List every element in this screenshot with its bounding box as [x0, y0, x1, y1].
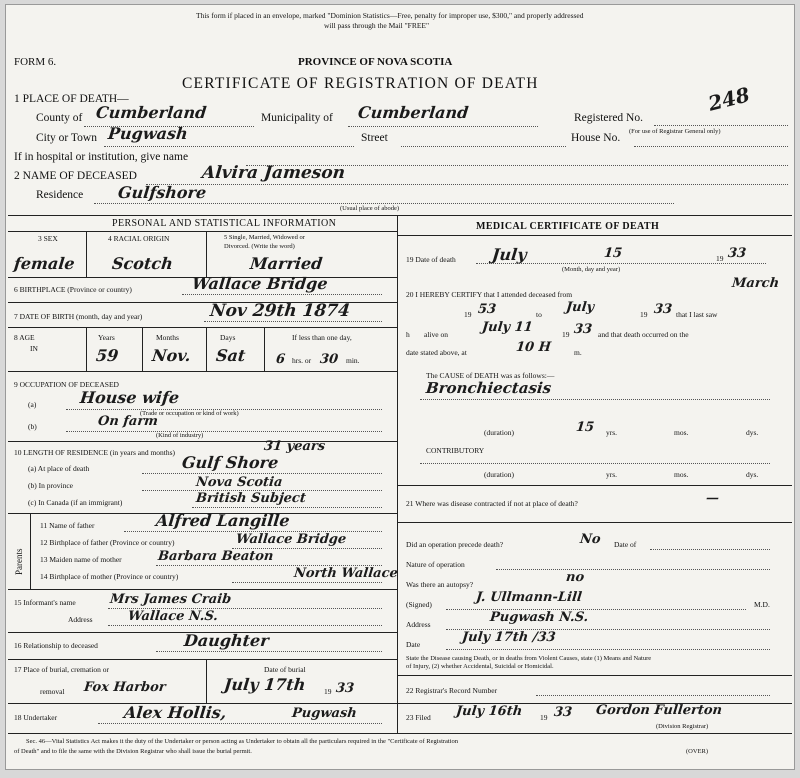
registered-label: Registered No. [574, 112, 643, 124]
years-label: Years [98, 333, 115, 342]
personal-heading: PERSONAL AND STATISTICAL INFORMATION [112, 218, 337, 229]
cause-duration-label: (duration) [484, 428, 514, 437]
occupation-a-value: House wife [79, 388, 181, 407]
medical-heading: MEDICAL CERTIFICATE OF DEATH [476, 221, 660, 232]
marital-label-2: Divorced. (Write the word) [224, 243, 295, 250]
death-date-note: (Month, day and year) [562, 266, 621, 273]
autopsy-value: no [565, 570, 585, 585]
burial-year: 33 [335, 681, 355, 696]
certify-text: 20 I HEREBY CERTIFY that I attended deceased from [406, 290, 573, 299]
occupation-label: 9 OCCUPATION OF DECEASED [14, 380, 119, 389]
occupation-a-marker: (a) [28, 400, 37, 409]
mother-birthplace-label: 14 Birthplace of mother (Province or country) [40, 572, 179, 581]
residence-value: Gulfshore [117, 183, 208, 202]
footer-over: (OVER) [686, 748, 709, 755]
place-b-value: Nova Scotia [195, 475, 284, 490]
dob-label: 7 DATE OF BIRTH (month, day and year) [14, 312, 143, 321]
cause-duration-years: 15 [575, 420, 595, 435]
racial-value: Scotch [111, 254, 174, 273]
burial-date: July 17th [223, 675, 307, 694]
age-days: Sat [215, 346, 247, 365]
to-label: to [536, 310, 542, 319]
contributory-label: CONTRIBUTORY [426, 446, 485, 455]
division-registrar-note: (Division Registrar) [656, 723, 709, 730]
signed-label: (Signed) [406, 600, 432, 609]
months-label: Months [156, 333, 179, 342]
filed-year-prefix: 19 [540, 713, 548, 722]
cause-label: The CAUSE of DEATH was as follows:— [426, 371, 555, 380]
year1-prefix: 19 [464, 310, 472, 319]
death-date-year: 33 [727, 246, 747, 261]
minutes-label: min. [346, 356, 360, 365]
age-label: 8 AGE [14, 333, 35, 342]
attended-to-month: July [565, 300, 595, 315]
contracted-value: — [705, 491, 720, 506]
residence-label: Residence [36, 189, 84, 201]
occupation-b-marker: (b) [28, 422, 37, 431]
less-than-day-label: If less than one day, [292, 333, 352, 342]
year2: 33 [653, 302, 673, 317]
mother-label: 13 Maiden name of mother [40, 555, 122, 564]
days-label: Days [220, 333, 236, 342]
registrar-record-label: 22 Registrar's Record Number [406, 686, 498, 695]
city-label: City or Town [36, 132, 97, 144]
age-in: IN [30, 344, 38, 353]
filed-date: July 16th [455, 704, 523, 719]
registrar-signature: Gordon Fullerton [595, 703, 723, 718]
undertaker-name: Alex Hollis, [123, 703, 228, 722]
footer-line-2: of Death" and to file the same with the Division Registrar who shall issue the burial permit. [14, 748, 252, 755]
alive-on-label: alive on [424, 330, 448, 339]
cert-date-label: Date [406, 640, 421, 649]
contributory-duration-label: (duration) [484, 470, 514, 479]
death-date-day: 15 [603, 246, 623, 261]
hour-m-label: m. [574, 348, 582, 357]
year1: 53 [477, 302, 497, 317]
hours-label: hrs. or [292, 356, 312, 365]
date-stated-label: date stated above, at [406, 348, 467, 357]
last-seen-date: July 11 [481, 320, 534, 335]
registrar-note: (For use of Registrar General only) [629, 128, 721, 135]
burial-place: Fox Harbor [83, 680, 167, 695]
medical-footnote-1: State the Disease causing Death, or in deaths from Violent Causes, state (1) Means and Nature [406, 655, 652, 662]
footer-line-1: Sec. 46—Vital Statistics Act makes it the duty of the Undertaker or person acting as Undertaker to obtain all the particulars required in the "Certificate of Registration [26, 738, 459, 745]
age-months: Nov. [151, 346, 192, 365]
dob-value: Nov 29th 1874 [209, 301, 351, 321]
death-date-year-prefix: 19 [716, 254, 724, 263]
contributory-dys-label: dys. [746, 470, 759, 479]
place-a-label: (a) At place of death [28, 464, 90, 473]
city-value: Pugwash [107, 124, 189, 143]
year2-prefix: 19 [640, 310, 648, 319]
place-c-label: (c) In Canada (if an immigrant) [28, 498, 123, 507]
racial-label: 4 RACIAL ORIGIN [108, 234, 170, 243]
abode-note: (Usual place of abode) [340, 205, 400, 212]
relationship-label: 16 Relationship to deceased [14, 641, 98, 650]
street-label: Street [361, 132, 388, 144]
cause-value: Bronchiectasis [425, 379, 553, 397]
physician-address-label: Address [406, 620, 431, 629]
attended-from-month: March [731, 276, 780, 291]
parents-label: Parents [14, 548, 24, 575]
place-a-value: Gulf Shore [181, 453, 280, 472]
alive-prefix: h [406, 330, 410, 339]
residence-length-label: 10 LENGTH OF RESIDENCE (in years and months) [14, 448, 176, 457]
deceased-name-label: 2 NAME OF DECEASED [14, 170, 137, 182]
occupation-b-note: (Kind of industry) [156, 432, 204, 439]
occupation-b-value: On farm [97, 414, 159, 429]
burial-label: 17 Place of burial, cremation or [14, 665, 109, 674]
death-certificate [5, 4, 795, 770]
county-label: County of [36, 112, 83, 124]
municipality-label: Municipality of [261, 112, 333, 124]
sex-label: 3 SEX [38, 234, 58, 243]
birthplace-value: Wallace Bridge [191, 274, 329, 293]
place-c-value: British Subject [195, 491, 307, 506]
informant-address: Wallace N.S. [127, 609, 219, 624]
medical-footnote-2: of Injury, (2) whether Accidental, Suicidal or Homicidal. [406, 663, 554, 670]
cause-mos-label: mos. [674, 428, 689, 437]
operation-label: Did an operation precede death? [406, 540, 504, 549]
death-hour: 10 H [515, 340, 552, 355]
operation-date-label: Date of [614, 540, 637, 549]
contracted-label: 21 Where was disease contracted if not at place of death? [406, 499, 578, 508]
notice-line-1: This form if placed in an envelope, marked "Dominion Statistics—Free, penalty for improper use, $300," and properly addressed [196, 11, 584, 20]
place-heading: 1 PLACE OF DEATH— [14, 93, 129, 105]
father-birthplace: Wallace Bridge [235, 532, 347, 547]
county-value: Cumberland [95, 103, 208, 122]
undertaker-label: 18 Undertaker [14, 713, 58, 722]
cause-yrs-label: yrs. [606, 428, 618, 437]
operation-value: No [579, 532, 602, 547]
nature-label: Nature of operation [406, 560, 465, 569]
informant-label: 15 Informant's name [14, 598, 76, 607]
marital-value: Married [249, 254, 324, 273]
relationship-value: Daughter [183, 631, 270, 650]
father-label: 11 Name of father [40, 521, 95, 530]
physician-signature: J. Ullmann-Lill [475, 590, 583, 605]
last-saw-label: that I last saw [676, 310, 718, 319]
filed-year: 33 [553, 705, 573, 720]
province: PROVINCE OF NOVA SCOTIA [298, 56, 453, 68]
mother-birthplace: North Wallace [293, 566, 399, 581]
age-years: 59 [95, 346, 120, 365]
notice-line-2: will pass through the Mail "FREE" [324, 21, 430, 30]
year3: 33 [573, 322, 593, 337]
form-number: FORM 6. [14, 56, 57, 68]
certificate-title: CERTIFICATE OF REGISTRATION OF DEATH [182, 75, 539, 92]
age-hours: 6 [275, 352, 286, 367]
father-birthplace-label: 12 Birthplace of father (Province or country) [40, 538, 175, 547]
filed-label: 23 Filed [406, 713, 431, 722]
house-label: House No. [571, 132, 621, 144]
contributory-yrs-label: yrs. [606, 470, 618, 479]
residence-length-value: 31 years [263, 439, 326, 454]
deceased-name: Alvira Jameson [201, 163, 347, 183]
marital-label-1: 5 Single, Married, Widowed or [224, 234, 305, 241]
age-minutes: 30 [319, 352, 339, 367]
mother-name: Barbara Beaton [157, 549, 275, 564]
birthplace-label: 6 BIRTHPLACE (Province or country) [14, 285, 132, 294]
removal-label: removal [40, 687, 65, 696]
burial-date-label: Date of burial [264, 665, 306, 674]
cert-date: July 17th /33 [461, 630, 557, 645]
occupation-a-note: (Trade or occupation or kind of work) [140, 410, 239, 417]
undertaker-place: Pugwash [291, 706, 358, 721]
father-name: Alfred Langille [155, 511, 291, 530]
cause-dys-label: dys. [746, 428, 759, 437]
death-date-month: July [491, 245, 528, 264]
registered-number: 248 [705, 82, 753, 116]
sex-value: female [13, 254, 76, 273]
place-b-label: (b) In province [28, 481, 73, 490]
death-date-label: 19 Date of death [406, 255, 456, 264]
burial-year-prefix: 19 [324, 687, 332, 696]
informant-address-label: Address [68, 615, 93, 624]
md-label: M.D. [754, 600, 770, 609]
informant-name: Mrs James Craib [109, 592, 232, 607]
contributory-mos-label: mos. [674, 470, 689, 479]
death-occurred-label: and that death occurred on the [598, 330, 689, 339]
autopsy-label: Was there an autopsy? [406, 580, 474, 589]
physician-address: Pugwash N.S. [489, 610, 590, 625]
municipality-value: Cumberland [357, 103, 470, 122]
year3-prefix: 19 [562, 330, 570, 339]
hospital-label: If in hospital or institution, give name [14, 151, 189, 163]
